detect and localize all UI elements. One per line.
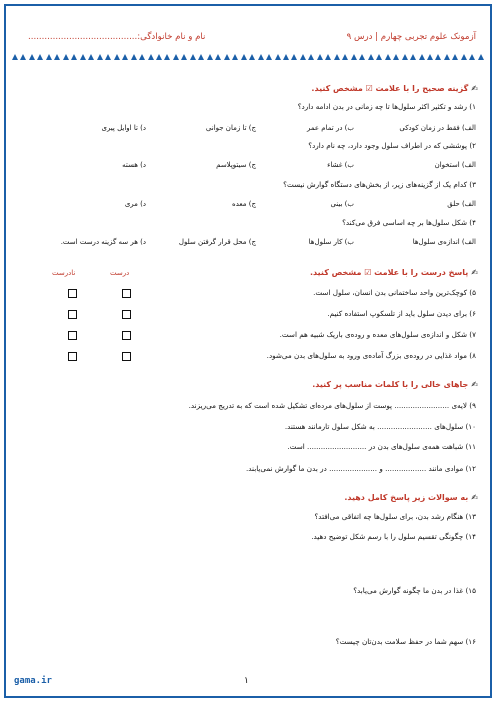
- triangle-ornament: [164, 54, 170, 60]
- options-3: [20, 200, 476, 212]
- option-a[interactable]: الف) حلق: [447, 200, 476, 208]
- triangle-ornament: [266, 54, 272, 60]
- triangle-ornament: [435, 54, 441, 60]
- pencil-icon: ✍: [471, 268, 478, 277]
- triangle-ornament: [54, 54, 60, 60]
- false-checkbox[interactable]: [68, 289, 77, 298]
- option-d[interactable]: د) هسته: [122, 161, 146, 169]
- triangle-ornament: [63, 54, 69, 60]
- triangle-ornament: [478, 54, 484, 60]
- triangle-ornament: [139, 54, 145, 60]
- triangle-ornament: [351, 54, 357, 60]
- true-checkbox[interactable]: [122, 331, 131, 340]
- question-1: ۱) رشد و تکثیر اکثر سلول‌ها تا چه زمانی در بدن ادامه دارد؟: [297, 102, 476, 111]
- tf-statement-5: ۵) کوچک‌ترین واحد ساختمانی بدن انسان، سلول است.: [313, 288, 476, 297]
- options-1: [20, 124, 476, 136]
- option-a[interactable]: الف) فقط در زمان کودکی: [399, 124, 476, 132]
- option-b[interactable]: ب) بینی: [330, 200, 354, 208]
- triangle-ornament: [241, 54, 247, 60]
- false-checkbox[interactable]: [68, 310, 77, 319]
- fill-question-11: ۱۱) شباهت همه‌ی سلول‌های بدن در .......................... است.: [287, 442, 476, 451]
- fill-question-9: ۹) لایه‌ی ........................ پوست از سلول‌های مرده‌ای تشکیل شده است که به تدریج می‌ریزند.: [188, 401, 476, 410]
- triangle-ornament: [334, 54, 340, 60]
- triangle-ornament: [376, 54, 382, 60]
- triangle-ornament: [80, 54, 86, 60]
- triangle-ornament: [410, 54, 416, 60]
- header: [6, 30, 490, 48]
- triangle-ornament: [249, 54, 255, 60]
- options-2: [20, 161, 476, 173]
- student-name-label: نام و نام خانوادگی:........................................: [28, 32, 206, 42]
- triangle-ornament: [105, 54, 111, 60]
- true-checkbox[interactable]: [122, 310, 131, 319]
- false-checkbox[interactable]: [68, 331, 77, 340]
- worksheet-title: آزمونک علوم تجربی چهارم | درس ۹: [346, 32, 476, 42]
- triangle-ornament: [12, 54, 18, 60]
- open-question-14: ۱۴) چگونگی تقسیم سلول را با رسم شکل توضیح دهید.: [311, 532, 476, 541]
- option-a[interactable]: الف) استخوان: [434, 161, 476, 169]
- true-checkbox[interactable]: [122, 352, 131, 361]
- triangle-ornament: [190, 54, 196, 60]
- tf-statement-8: ۸) مواد غذایی در روده‌ی بزرگ آماده‌ی ورود به سلول‌های بدن می‌شود.: [266, 351, 476, 360]
- triangle-ornament: [283, 54, 289, 60]
- section-heading-true-false: ✍پاسخ درست را با علامت ☑ مشخص کنید.: [310, 268, 478, 277]
- option-c[interactable]: ج) سیتوپلاسم: [216, 161, 256, 169]
- fill-question-10: ۱۰) سلول‌های ........................ به شکل سلول تارمانند هستند.: [284, 422, 476, 431]
- option-d[interactable]: د) مری: [124, 200, 146, 208]
- triangle-ornament: [198, 54, 204, 60]
- triangle-ornament: [427, 54, 433, 60]
- question-4: ۴) شکل سلول‌ها بر چه اساسی فرق می‌کند؟: [342, 218, 476, 227]
- tf-statement-6: ۶) برای دیدن سلول باید از تلسکوپ استفاده کنیم.: [327, 309, 476, 318]
- triangle-ornament: [308, 54, 314, 60]
- option-c[interactable]: ج) معده: [232, 200, 256, 208]
- false-checkbox[interactable]: [68, 352, 77, 361]
- section-heading-open: ✍به سوالات زیر پاسخ کامل دهید.: [344, 493, 478, 502]
- triangle-ornament: [359, 54, 365, 60]
- triangle-ornament: [37, 54, 43, 60]
- triangle-ornament: [181, 54, 187, 60]
- triangle-ornament: [46, 54, 52, 60]
- triangle-ornament: [368, 54, 374, 60]
- site-link[interactable]: gama.ir: [14, 676, 52, 686]
- triangle-ornament: [291, 54, 297, 60]
- open-question-15: ۱۵) غذا در بدن ما چگونه گوارش می‌یابد؟: [353, 586, 476, 595]
- option-d[interactable]: د) هر سه گزینه درست است.: [60, 238, 146, 246]
- section-heading-fill-blank: ✍جاهای خالی را با کلمات مناسب پر کنید.: [312, 380, 478, 389]
- triangle-ornament: [275, 54, 281, 60]
- option-c[interactable]: ج) محل قرار گرفتن سلول: [178, 238, 256, 246]
- true-column-header: درست: [110, 269, 130, 277]
- triangle-ornament: [461, 54, 467, 60]
- triangle-ornament: [97, 54, 103, 60]
- triangle-ornament: [215, 54, 221, 60]
- triangle-ornament: [419, 54, 425, 60]
- triangle-ornament: [393, 54, 399, 60]
- open-question-13: ۱۳) هنگام رشد بدن، برای سلول‌ها چه اتفاقی می‌افتد؟: [314, 512, 476, 521]
- option-b[interactable]: ب) کار سلول‌ها: [308, 238, 354, 246]
- triangle-ornament: [156, 54, 162, 60]
- option-b[interactable]: ب) غشاء: [327, 161, 354, 169]
- fill-question-12: ۱۲) موادی مانند .................. و ..................... در بدن ما گوارش نمی‌یابند.: [245, 464, 476, 473]
- triangle-ornament: [207, 54, 213, 60]
- triangle-ornament: [148, 54, 154, 60]
- option-c[interactable]: ج) تا زمان جوانی: [205, 124, 256, 132]
- triangle-ornament: [469, 54, 475, 60]
- triangle-ornament: [29, 54, 35, 60]
- page-number: ۱: [244, 676, 249, 686]
- true-checkbox[interactable]: [122, 289, 131, 298]
- triangle-ornament: [402, 54, 408, 60]
- triangle-ornament: [131, 54, 137, 60]
- triangle-ornament: [173, 54, 179, 60]
- option-a[interactable]: الف) اندازه‌ی سلول‌ها: [412, 238, 476, 246]
- triangle-ornament: [114, 54, 120, 60]
- triangle-ornament: [342, 54, 348, 60]
- question-2: ۲) پوششی که در اطراف سلول وجود دارد، چه نام دارد؟: [308, 141, 476, 150]
- false-column-header: نادرست: [52, 269, 76, 277]
- triangle-ornament: [300, 54, 306, 60]
- open-question-16: ۱۶) سهم شما در حفظ سلامت بدن‌تان چیست؟: [335, 637, 476, 646]
- option-d[interactable]: د) تا اوایل پیری: [101, 124, 146, 132]
- section-heading-mcq: ✍گزینه صحیح را با علامت ☑ مشخص کنید.: [311, 84, 478, 93]
- pencil-icon: ✍: [471, 84, 478, 93]
- triangle-ornament: [88, 54, 94, 60]
- triangle-ornament: [444, 54, 450, 60]
- triangle-ornament: [385, 54, 391, 60]
- triangle-ornament: [232, 54, 238, 60]
- decorative-triangle-border: [12, 54, 484, 64]
- question-3: ۳) کدام یک از گزینه‌های زیر، از بخش‌های دستگاه گوارش نیست؟: [283, 180, 476, 189]
- triangle-ornament: [317, 54, 323, 60]
- triangle-ornament: [122, 54, 128, 60]
- options-4: [20, 238, 476, 250]
- triangle-ornament: [452, 54, 458, 60]
- footer: [6, 676, 490, 688]
- worksheet-page: [4, 4, 492, 698]
- triangle-ornament: [71, 54, 77, 60]
- triangle-ornament: [258, 54, 264, 60]
- triangle-ornament: [325, 54, 331, 60]
- pencil-icon: ✍: [471, 493, 478, 502]
- triangle-ornament: [224, 54, 230, 60]
- triangle-ornament: [20, 54, 26, 60]
- pencil-icon: ✍: [471, 380, 478, 389]
- tf-statement-7: ۷) شکل و اندازه‌ی سلول‌های معده و روده‌ی باریک شبیه هم است.: [279, 330, 476, 339]
- option-b[interactable]: ب) در تمام عمر: [306, 124, 354, 132]
